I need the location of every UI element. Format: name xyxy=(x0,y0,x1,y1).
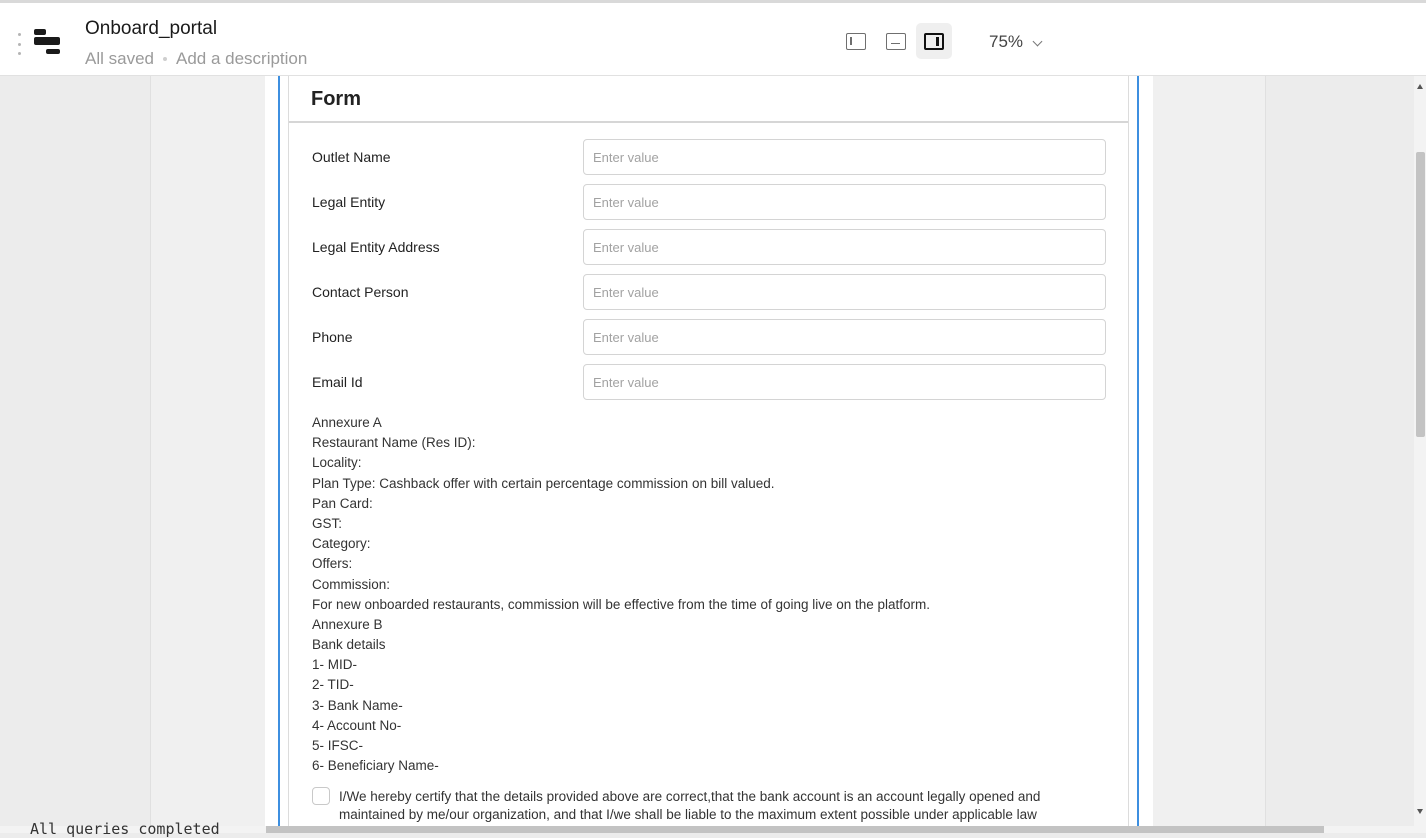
certification-checkbox[interactable] xyxy=(312,787,330,805)
zoom-level[interactable]: 75% xyxy=(989,32,1024,51)
field-label: Contact Person xyxy=(312,284,409,300)
layout-left-panel-button[interactable] xyxy=(838,23,874,59)
text-line: 4- Account No- xyxy=(312,717,402,733)
field-label: Legal Entity xyxy=(312,194,386,210)
separator-dot xyxy=(163,57,167,61)
drag-handle-icon[interactable] xyxy=(18,33,22,55)
text-line: Bank details xyxy=(312,637,386,653)
layout-right-panel-button[interactable] xyxy=(916,23,952,59)
field-legal-entity xyxy=(312,184,1106,220)
add-description-link[interactable]: Add a description xyxy=(175,49,308,68)
email-id-input[interactable] xyxy=(583,364,1106,400)
query-status: All queries completed xyxy=(30,820,220,838)
layout-bottom-panel-icon xyxy=(886,33,906,50)
app-menu-icon[interactable] xyxy=(32,27,62,57)
text-line: Plan Type: Cashback offer with certain percentage commission on bill valued. xyxy=(312,475,775,491)
text-line: 6- Beneficiary Name- xyxy=(312,758,439,774)
field-outlet-name xyxy=(312,139,1106,175)
bottom-panel xyxy=(0,820,1426,838)
text-line: Offers: xyxy=(312,556,353,572)
text-line: 2- TID- xyxy=(312,677,354,693)
app-subtitle xyxy=(85,49,307,69)
field-label: Email Id xyxy=(312,374,363,390)
text-line: Annexure B xyxy=(312,616,383,632)
vertical-scroll-thumb[interactable] xyxy=(1416,152,1425,437)
field-email-id xyxy=(312,364,1106,400)
scroll-up-arrow-icon[interactable] xyxy=(1417,84,1423,89)
outlet-name-input[interactable] xyxy=(583,139,1106,175)
top-toolbar xyxy=(0,0,1426,76)
text-line: For new onboarded restaurants, commission will be effective from the time of going live on the platform. xyxy=(312,596,931,612)
legal-entity-address-input[interactable] xyxy=(583,229,1106,265)
annexure-text xyxy=(312,413,930,776)
field-legal-entity-address xyxy=(312,229,1106,265)
text-line: Annexure A xyxy=(312,415,382,430)
text-line: GST: xyxy=(312,515,343,531)
app-title[interactable]: Onboard_portal xyxy=(85,18,218,39)
text-line: Commission: xyxy=(312,576,391,592)
field-label: Phone xyxy=(312,329,353,345)
text-line: 5- IFSC- xyxy=(312,738,364,753)
field-contact-person xyxy=(312,274,1106,310)
text-line: Restaurant Name (Res ID): xyxy=(312,435,476,451)
field-phone xyxy=(312,319,1106,355)
text-line: Category: xyxy=(312,536,371,552)
phone-input[interactable] xyxy=(583,319,1106,355)
text-line: 3- Bank Name- xyxy=(312,697,403,713)
horizontal-scroll-thumb[interactable] xyxy=(266,826,1324,833)
save-status: All saved xyxy=(85,49,154,68)
chevron-down-icon[interactable] xyxy=(1033,37,1043,47)
text-line: 1- MID- xyxy=(312,657,357,673)
certification-text: I/We hereby certify that the details provided above are correct,that the bank account is an account legally opened and maintained by me/our organization, and that I/we shall be liable to the maximum extent possible under applicable law xyxy=(339,789,1041,822)
legal-entity-input[interactable] xyxy=(583,184,1106,220)
layout-left-panel-icon xyxy=(846,33,866,50)
layout-bottom-panel-button[interactable] xyxy=(878,23,914,59)
vertical-scrollbar[interactable] xyxy=(1414,76,1426,826)
scroll-down-arrow-icon[interactable] xyxy=(1417,809,1423,814)
field-label: Legal Entity Address xyxy=(312,239,440,255)
form-title: Form xyxy=(289,76,1128,123)
field-label: Outlet Name xyxy=(312,149,391,165)
text-line: Pan Card: xyxy=(312,495,373,511)
layout-right-panel-icon xyxy=(924,33,944,50)
contact-person-input[interactable] xyxy=(583,274,1106,310)
form-card xyxy=(288,76,1129,826)
text-line: Locality: xyxy=(312,455,362,471)
